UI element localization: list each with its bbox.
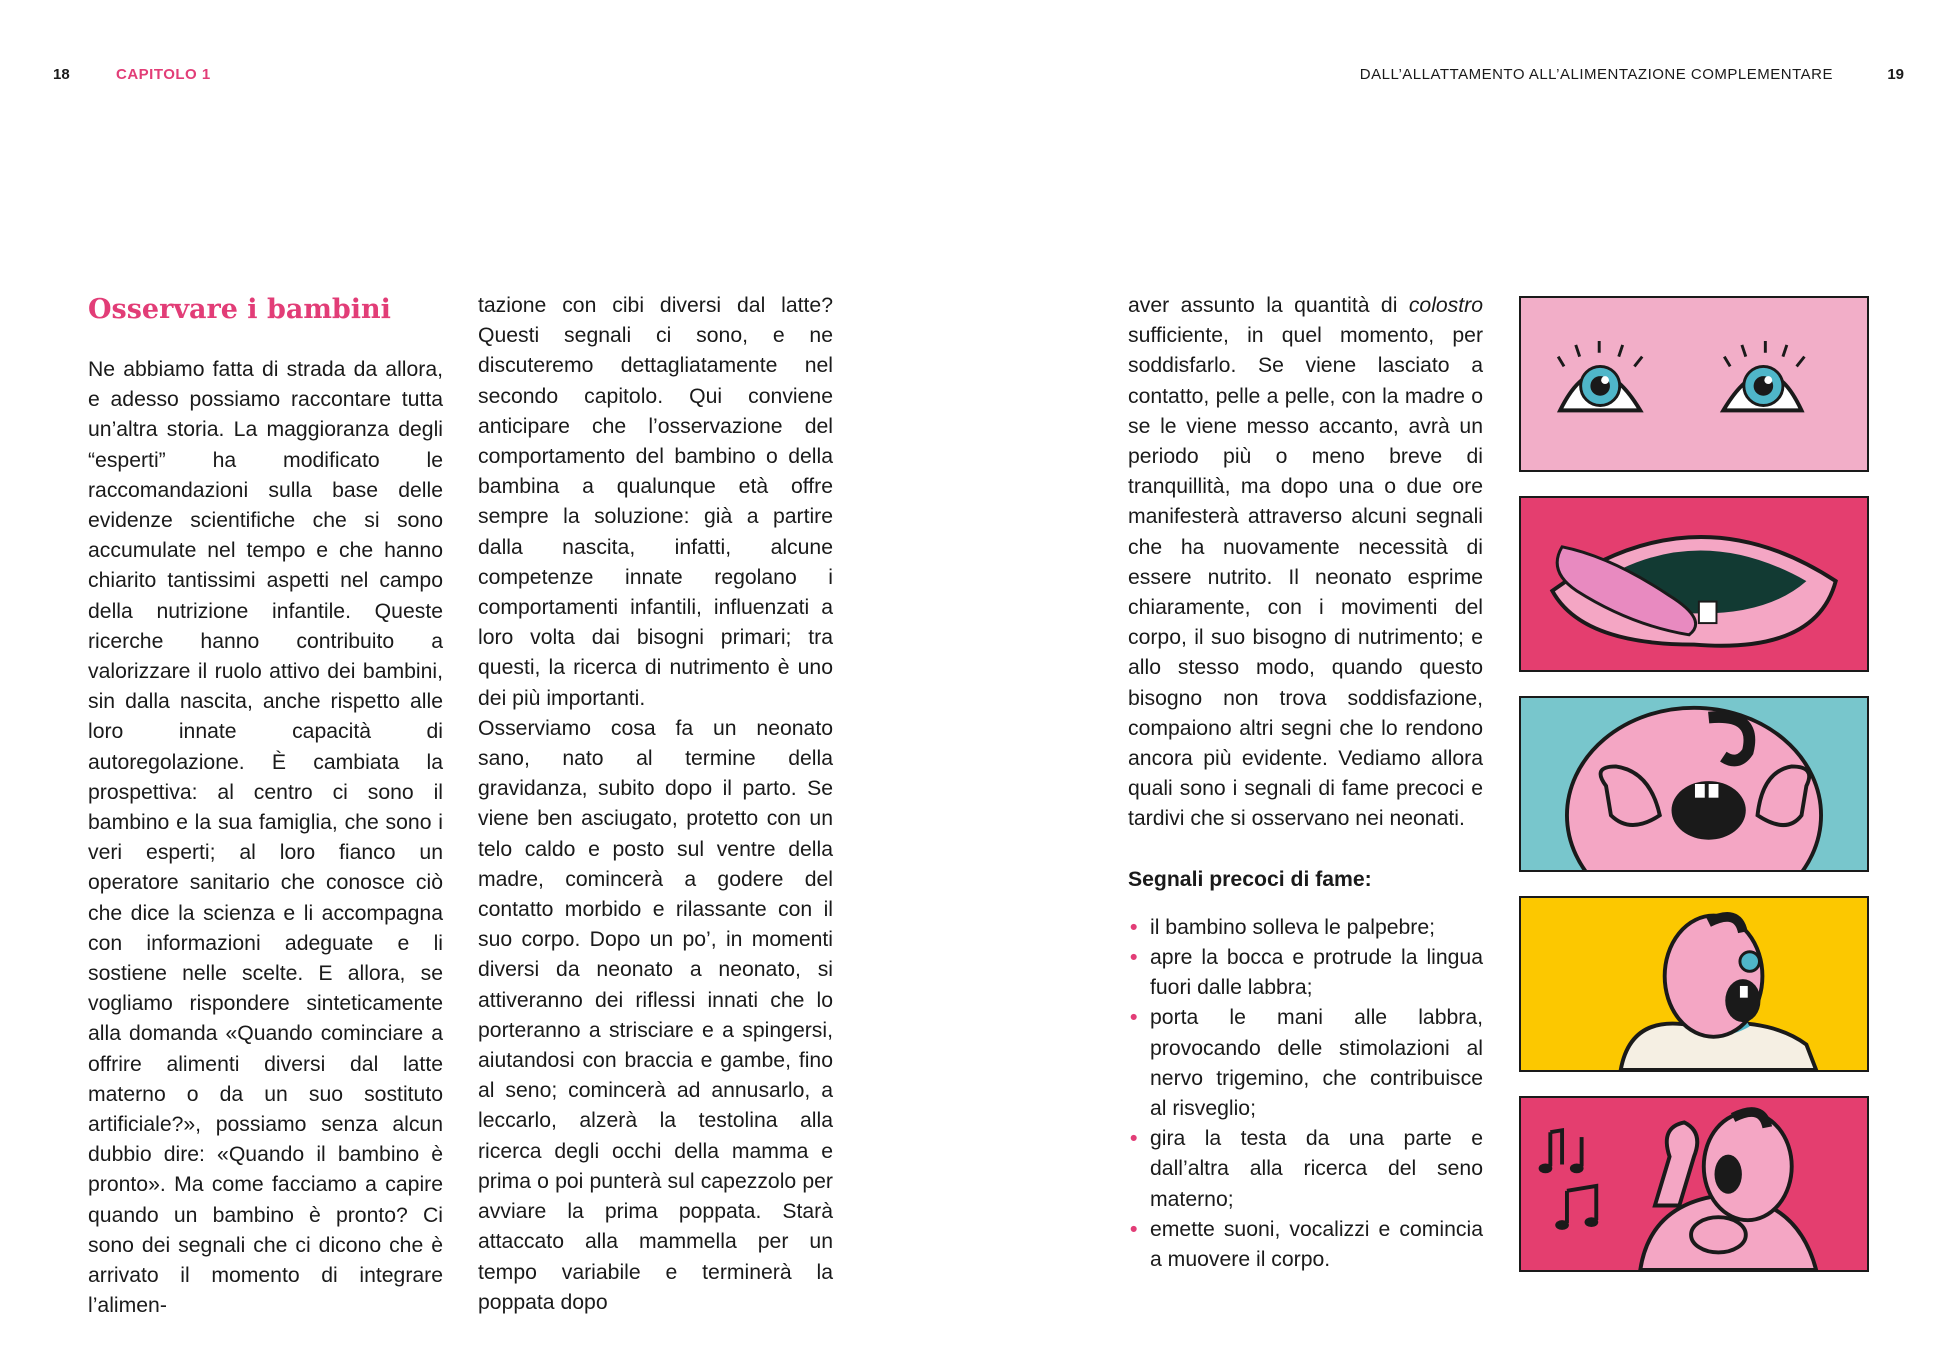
open-mouth-tongue-icon bbox=[1521, 498, 1867, 670]
eyes-opening-icon bbox=[1521, 298, 1867, 470]
paragraph-newborn: Osserviamo cosa fa un neonato sano, nato al termine della gravidanza, subito dopo il parto. Se viene ben asciugato, protetto con un telo caldo e posto sul ventre della madre, comincerà a godere del contatto morbido e rilassante con il suo corpo. Dopo un po’, in momenti diversi da neonato a neonato, si attiveranno dei riflessi innati che lo porteranno a strisciare e a spingersi, aiutandosi con braccia e gambe, fino al seno; comincerà ad annusarlo, a leccarlo, alzerà la testolina alla ricerca degli occhi della mamma e prima o poi punterà sul capezzolo per avviare la prima poppata. Starà attaccato alla mammella per un tempo variabile e terminerà la poppata dopo bbox=[478, 716, 833, 1314]
section-title: Osservare i bambini bbox=[88, 294, 391, 325]
baby-vocalizing-icon bbox=[1521, 1098, 1867, 1270]
illustration-panel-mouth bbox=[1519, 496, 1869, 672]
illustration-panel-eyes bbox=[1519, 296, 1869, 472]
list-item: • porta le mani alle labbra, provocando delle stimolazioni al nervo trigemino, che contribuisce al risveglio; bbox=[1128, 1003, 1483, 1124]
illustration-panel-turning-head bbox=[1519, 896, 1869, 1072]
subheading-early-signs: Segnali precoci di fame: bbox=[1128, 867, 1372, 891]
text-column-1 bbox=[88, 292, 443, 1322]
text-column-3 bbox=[1128, 291, 1483, 1275]
text-column-2 bbox=[478, 291, 833, 1318]
list-item: • apre la bocca e protrude la lingua fuori dalle labbra; bbox=[1128, 943, 1483, 1003]
italic-term: colostro bbox=[1408, 294, 1483, 317]
paragraph-colostrum: aver assunto la quantità di colostro sufficiente, in quel momento, per soddisfarlo. Se viene lasciato a contatto, pelle a pelle, con la madre o se le viene messo accanto, avrà un periodo più o meno breve di tranquillità, ma dopo una o due ore manifesterà attraverso alcuni segnali che ha nuovamente necessità di essere nutrito. Il neonato esprime chiaramente, con i movimenti del corpo, il suo bisogno di nutrimento; e allo stesso modo, quando questo bisogno non trova soddisfazione, compaiono altri segni che lo rendono ancora più evidente. Vediamo allora quali sono i segnali di fame precoci e tardivi che si osservano nei neonati. bbox=[1128, 294, 1483, 831]
list-item: • emette suoni, vocalizzi e comincia a muovere il corpo. bbox=[1128, 1215, 1483, 1275]
illustration-panel-hands-to-mouth bbox=[1519, 696, 1869, 872]
page-number-left: 18 bbox=[53, 66, 70, 83]
page-number-right: 19 bbox=[1887, 66, 1904, 83]
running-head-chapter: CAPITOLO 1 bbox=[116, 66, 211, 83]
early-signs-list bbox=[1128, 913, 1483, 1275]
illustration-panel-vocalizing bbox=[1519, 1096, 1869, 1272]
list-item: • il bambino solleva le palpebre; bbox=[1128, 913, 1483, 943]
list-item: • gira la testa da una parte e dall’altra alla ricerca del seno materno; bbox=[1128, 1124, 1483, 1215]
baby-hands-to-mouth-icon bbox=[1521, 698, 1867, 870]
paragraph-continuation: tazione con cibi diversi dal latte? Questi segnali ci sono, e ne discuteremo dettagliatamente nel secondo capitolo. Qui conviene anticipare che l’osservazione del comportamento del bambino o della bambina a qualunque età offre sempre la soluzione: già a partire dalla nascita, infatti, alcune competenze innate regolano i comportamenti infantili, influenzati a loro volta dai bisogni primari; tra questi, la ricerca di nutrimento è uno dei più importanti. bbox=[478, 294, 833, 710]
paragraph-intro: Ne abbiamo fatta di strada da allora, e adesso possiamo raccontare tutta un’altra storia. La maggioranza degli “esperti” ha modificato le raccomandazioni sulla base delle evidenze scientifiche che si sono accumulate nel tempo e che hanno chiarito tantissimi aspetti nel campo della nutrizione infantile. Queste ricerche hanno contribuito a valorizzare il ruolo attivo dei bambini, sin dalla nascita, anche rispetto alle loro innate capacità di autoregolazione. È cambiata la prospettiva: al centro ci sono il bambino e la sua famiglia, che sono i veri esperti; al loro fianco un operatore sanitario che conosce ciò che dice la scienza e li accompagna con informazioni adeguate e li sostiene nelle scelte. E allora, se vogliamo rispondere sinteticamente alla domanda «Quando cominciare a offrire alimenti diversi dal latte materno o da un suo sostituto artificiale?», possiamo senza alcun dubbio dire: «Quando il bambino è pronto». Ma come facciamo a capire quando un bambino è pronto? Ci sono dei segnali che ci dicono che è arrivato il momento di integrare l’alimen- bbox=[88, 358, 443, 1318]
baby-turning-head-icon bbox=[1521, 898, 1867, 1070]
running-head-title: DALL’ALLATTAMENTO ALL’ALIMENTAZIONE COMPLEMENTARE bbox=[1359, 66, 1833, 83]
